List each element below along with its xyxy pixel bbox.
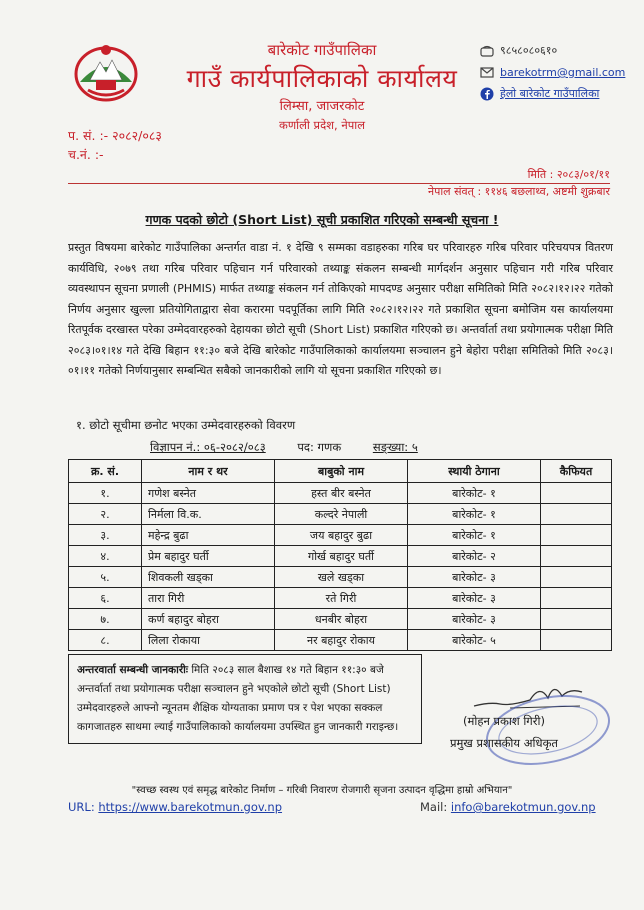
cell-sn: ३. [69,525,142,546]
cell-remarks [541,504,612,525]
table-row [69,588,612,609]
cell-remarks [541,630,612,651]
cell-name: प्रेम बहादुर घर्ती [142,546,275,567]
date-value: २०८३/०१/११ [556,168,610,181]
table-row [69,546,612,567]
cell-name: गणेश बस्नेत [142,483,275,504]
website-link[interactable]: https://www.barekotmun.gov.np [98,800,283,814]
cell-father-name: रते गिरी [275,588,408,609]
cell-remarks [541,588,612,609]
cell-address: बारेकोट- १ [408,525,541,546]
table-header-row [69,460,612,483]
facebook-page-link[interactable]: हेलो बारेकोट गाउँपालिका [500,87,600,100]
cell-address: बारेकोट- ३ [408,588,541,609]
facebook-icon [480,87,494,101]
col-header-sn: क्र. सं. [69,460,142,483]
cell-address: बारेकोट- ३ [408,567,541,588]
table-row [69,630,612,651]
footer-url-label: URL: [68,800,95,814]
contact-facebook [480,86,599,101]
cell-remarks [541,483,612,504]
cell-father-name: कल्दरे नेपाली [275,504,408,525]
cell-address: बारेकोट- ५ [408,630,541,651]
cell-father-name: जय बहादुर बुढा [275,525,408,546]
cell-address: बारेकोट- १ [408,483,541,504]
cell-name: निर्मला वि.क. [142,504,275,525]
office-title: गाउँ कार्यपालिकाको कार्यालय [186,64,458,93]
body-paragraph: प्रस्तुत विषयमा बारेकोट गाउँपालिका अन्तर्गत वाडा नं. १ देखि ९ सम्मका वडाहरुका गरिब घर परिवारहरु गरिब परिवार परिचयपत्र वितरण कार्यविधि, २०७९ तथा गरिब परिवार पहिचान गर्न परिवारको तथ्याङ्क संकलन सम्बन्धी मार्गदर्शन अनुसार पहिचान गरी गरिब परिवार व्यवस्थापन सूचना प्रणाली (PHMIS) मार्फत तथ्याङ्क संकलन गर्न तोकिएको मापदण्ड अनुसार परीक्षा समितिको मिति २०८२।१२।२२ गतेको निर्णय अनुसार खुल्ला प्रतियोगिताद्वारा सेवा करारमा पदपूर्तिका लागि मिति २०८२।१२।२२ गते प्रकाशित सूचना बमोजिम यस कार्यालयमा रितपूर्वक दरखास्त परेका उम्मेदवारहरुको देहायका छोटो सूची (Short List) प्रकाशित गरिएको छ। अन्तर्वार्ता तथा प्रयोगात्मक परीक्षा मिति २०८३।०१।१४ गते देखि बिहान ११:३० बजे देखि बारेकोट गाउँपालिकाको कार्यालयमा सञ्चालन हुने बेहोरा परीक्षा समितिको मिति २०८३।०१।११ गतेको निर्णयानुसार सम्बन्धित सबैको जानकारीको लागि यो सूचना प्रकाशित गरिएको छ। [68,241,613,377]
footer-slogan: "स्वच्छ स्वस्थ एवं समृद्ध बारेकोट निर्माण – गरिबी निवारण रोजगारी सृजना उत्पादन वृद्धिमा हाम्रो अभियान" [131,785,513,796]
cell-father-name: हस्त बीर बस्नेत [275,483,408,504]
cell-name: तारा गिरी [142,588,275,609]
cell-sn: ८. [69,630,142,651]
date-label: मिति : [527,168,554,181]
list-heading: १. छोटो सूचीमा छनोट भएका उम्मेदवारहरुको विवरण [76,418,296,432]
letter-no-value: २०८२/०८३ [112,128,162,143]
signatory-block [450,710,558,754]
table-row [69,504,612,525]
office-province: कर्णाली प्रदेश, नेपाल [278,118,366,132]
dispatch-no-label: च.नं. [68,147,91,162]
ad-post: पद: गणक [297,440,342,454]
nepal-samvat-value: ११४६ बछलाथ्व, अष्टमी शुक्रबार [484,185,610,198]
header-divider [68,183,610,184]
cell-sn: ५. [69,567,142,588]
cell-name: लिला रोकाया [142,630,275,651]
letter-no-label: प. सं. :- [68,128,109,143]
cell-father-name: धनबीर बोहरा [275,609,408,630]
cell-sn: ६. [69,588,142,609]
cell-remarks [541,609,612,630]
contact-email [480,66,625,79]
cell-name: शिवकली खड्का [142,567,275,588]
table-row [69,609,612,630]
table-row [69,525,612,546]
footer-mail-label: Mail: [420,800,448,814]
dispatch-no-value: :- [94,147,104,162]
cell-father-name: नर बहादुर रोकाय [275,630,408,651]
nepal-samvat-label: नेपाल संवत् : [427,185,482,198]
cell-sn: १. [69,483,142,504]
candidate-table [68,459,612,651]
footer-url [68,800,282,814]
cell-name: महेन्द्र बुढा [142,525,275,546]
footer-email-link[interactable]: info@barekotmun.gov.np [450,800,596,814]
reference-block [68,126,162,164]
table-row [69,483,612,504]
advertisement-line [150,440,446,455]
table-row [69,567,612,588]
cell-address: बारेकोट- २ [408,546,541,567]
cell-father-name: खले खड्का [275,567,408,588]
cell-address: बारेकोट- १ [408,504,541,525]
cell-sn: ४. [69,546,142,567]
org-name: बारेकोट गाउँपालिका [267,41,377,59]
cell-sn: ७. [69,609,142,630]
cell-remarks [541,525,612,546]
cell-sn: २. [69,504,142,525]
col-header-father: बाबुको नाम [275,460,408,483]
col-header-address: स्थायी ठेगाना [408,460,541,483]
cell-remarks [541,567,612,588]
mail-icon [480,67,494,78]
ad-number: विज्ञापन नं.: ०६-२०८२/०८३ [150,440,266,454]
header-email-link[interactable]: barekotrm@gmail.com [500,66,626,79]
col-header-remarks: कैफियत [541,460,612,483]
notice-text: मिति २०८३ साल बैशाख १४ गते बिहान ११:३० बजे अन्तर्वार्ता तथा प्रयोगात्मक परीक्षा सञ्चालन हुने भएकोले छोटो सूची (Short List) उम्मेदवारहरुले आफ्नो न्यूनतम शैक्षिक योग्यताका प्रमाण पत्र र पेश भएका सक्कल कागजातहरु साथमा ल्याई गाउँपालिकाको कार्यालयमा उपस्थित हुन जानकारी गराइन्छ। [77,664,399,733]
notice-subject: गणक पदको छोटो (Short List) सूची प्रकाशित गरिएको सम्बन्धी सूचना ! [145,212,499,227]
footer-mail [420,800,596,814]
interview-notice-box [68,654,422,744]
cell-remarks [541,546,612,567]
office-address: लिम्सा, जाजरकोट [279,99,365,114]
contact-phone [480,43,557,58]
notice-label: अन्तरवार्ता सम्बन्धी जानकारीः [77,664,188,676]
phone-icon [480,45,494,57]
signatory-name: (मोहन प्रकाश गिरी) [463,714,545,728]
ad-seats: सङ्ख्या: ५ [372,440,418,454]
signatory-title: प्रमुख प्रशासकीय अधिकृत [450,736,558,750]
col-header-name: नाम र थर [142,460,275,483]
cell-name: कर्ण बहादुर बोहरा [142,609,275,630]
cell-father-name: गोर्ख बहादुर घर्ती [275,546,408,567]
phone-number: ९८५८०८०६१० [500,44,558,57]
cell-address: बारेकोट- ३ [408,609,541,630]
